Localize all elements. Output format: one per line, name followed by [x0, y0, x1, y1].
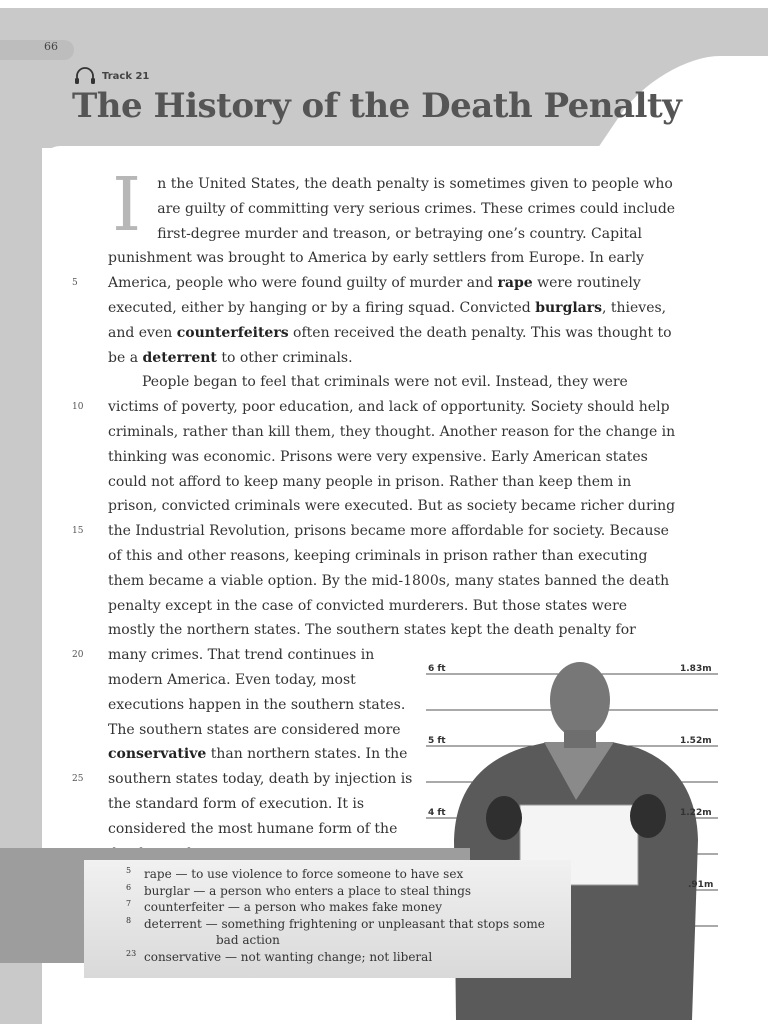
- line-number-25: 25: [72, 774, 84, 784]
- line-number-10: 10: [72, 402, 84, 412]
- glossary-definition: counterfeiter — a person who makes fake money: [144, 900, 443, 914]
- glossary-item: [126, 949, 546, 966]
- height-mark-152m: 1.52m: [680, 736, 712, 746]
- vocab-term-counterfeiters: counterfeiters: [176, 324, 289, 341]
- headphones-icon: [74, 67, 96, 85]
- paragraph-1-middle-2: , thieves, and even: [108, 299, 667, 341]
- glossary-item: [126, 899, 546, 916]
- glossary-item: [126, 916, 546, 949]
- glossary-line-ref: 7: [126, 899, 132, 908]
- paragraph-3-start: modern America. Even today, most executions happen in the southern states. The southern states are considered more: [108, 671, 406, 738]
- glossary-list: [126, 866, 546, 965]
- glossary-line-ref: 23: [126, 948, 137, 958]
- line-number-5: 5: [72, 278, 78, 288]
- glossary-definition: conservative — not wanting change; not liberal: [144, 949, 433, 964]
- height-mark-6ft: 6 ft: [428, 664, 446, 674]
- page-number-tab: [0, 40, 74, 60]
- paragraph-1-opening: n the United States, the death penalty is sometimes given to people who are guilty of committing very serious crimes. These crimes could include first-degree murder and treason, or betraying one’s country. Capital punishment was brought to America by early settlers from Europe. In early America, people who were found guilty of murder and: [108, 176, 676, 292]
- line-number-15: 15: [72, 526, 84, 536]
- track-label: Track 21: [102, 70, 150, 82]
- height-mark-122m: 1.22m: [680, 808, 712, 818]
- paragraph-3-end: than northern states. In the southern states today, death by injection is the standard form of execution. It is considered the most humane form of the: [108, 746, 413, 837]
- glossary-item: [126, 883, 546, 900]
- glossary-definition: rape — to use violence to force someone to have sex: [144, 867, 464, 881]
- height-mark-183m: 1.83m: [680, 664, 712, 674]
- vocab-term-conservative: conservative: [108, 746, 207, 763]
- height-mark-5ft: 5 ft: [428, 736, 446, 746]
- audio-track[interactable]: [74, 67, 149, 85]
- vocab-term-burglars: burglars: [535, 299, 602, 316]
- vocab-term-deterrent: deterrent: [142, 349, 217, 366]
- glossary-definition: burglar — a person who enters a place to steal things: [144, 883, 472, 898]
- paragraph-2: People began to feel that criminals were not evil. Instead, they were victims of poverty, poor education, and lack of opportunity. Society should help criminals, rather than kill them, they thought. Another reason for the change in thinking was economic. Prisons were very expensive. Early American states could not afford to keep many people in prison. Rather than keep them in prison, convicted criminals were executed. But as society became richer during the Industrial Revolution, prisons became more affordable for society. Because of this and other reasons, keeping criminals in prison rather than executing them became a viable option. By the mid-1800s, many states banned the death penalty except in the case of convicted murderers. But those states were mostly the northern states. The southern states kept the death penalty for many crimes. That trend continues in: [108, 374, 676, 664]
- paragraph-3: [108, 668, 418, 866]
- page-number: 66: [44, 40, 58, 53]
- paragraph-1-middle-1: were routinely executed, either by hanging or by a firing squad. Convicted: [108, 275, 641, 316]
- glossary-line-ref: 6: [126, 882, 132, 892]
- drop-cap: I: [112, 162, 142, 248]
- glossary-definition: deterrent — something frightening or unpleasant that stops some: [144, 916, 545, 931]
- vocab-term-rape: rape: [497, 275, 533, 292]
- paragraph-1: [108, 162, 678, 370]
- height-mark-91m: .91m: [688, 880, 714, 890]
- page-title: The History of the Death Penalty: [72, 86, 682, 126]
- line-number-20: 20: [72, 650, 84, 660]
- glossary-definition-continued: bad action: [216, 933, 280, 947]
- paragraph-1-end: to other criminals.: [216, 349, 353, 366]
- glossary-line-ref: 5: [126, 866, 132, 875]
- paragraph-1-middle-3: often received the death penalty. This was thought to be a: [108, 324, 672, 366]
- height-mark-4ft: 4 ft: [428, 808, 446, 818]
- glossary-line-ref: 8: [126, 915, 132, 925]
- glossary-item: [126, 866, 546, 883]
